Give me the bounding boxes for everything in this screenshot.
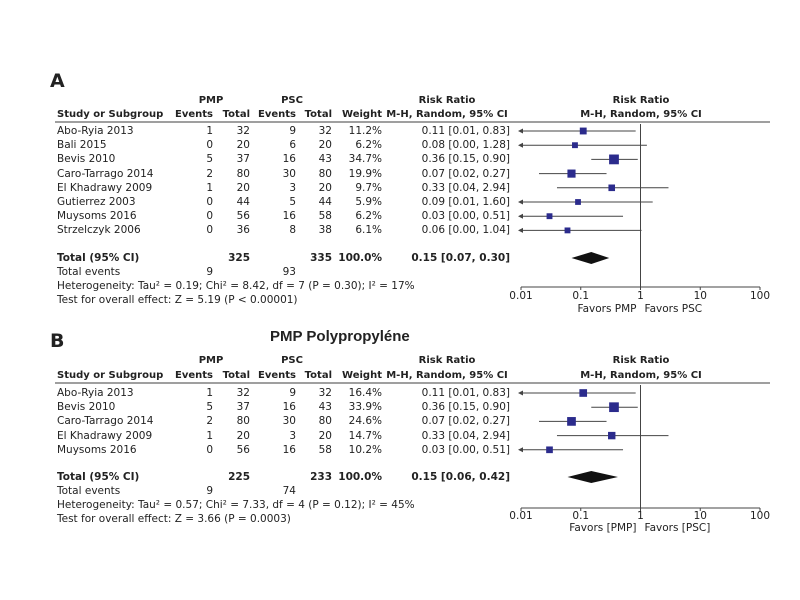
- total2-value: 20: [318, 139, 332, 152]
- ci-value: 0.11 [0.01, 0.83]: [421, 387, 510, 399]
- total1-value: 20: [236, 429, 250, 442]
- events2-value: 3: [289, 429, 296, 442]
- events1-value: 1: [206, 125, 213, 137]
- panel-letter: B: [50, 330, 65, 352]
- total1-value: 32: [236, 125, 250, 137]
- ci-value: 0.03 [0.00, 0.51]: [421, 210, 510, 223]
- pooled-effect-diamond: [571, 252, 609, 264]
- ci-value: 0.08 [0.00, 1.28]: [421, 139, 510, 152]
- study-effect-square: [565, 227, 571, 233]
- study-column-header: Study or Subgroup: [57, 370, 164, 381]
- group1-header: PMP: [198, 95, 224, 106]
- risk-ratio-title: Risk Ratio: [418, 355, 476, 366]
- group2-header: PSC: [281, 95, 303, 106]
- total2-header: Total: [304, 370, 332, 381]
- x-tick-label: 0.01: [509, 290, 533, 302]
- ci-value: 0.03 [0.00, 0.51]: [421, 443, 510, 456]
- study-effect-square: [567, 417, 576, 426]
- total2-value: 44: [318, 196, 332, 208]
- events1-value: 1: [206, 429, 213, 442]
- total-events1: 9: [206, 266, 213, 278]
- events1-value: 0: [206, 224, 213, 237]
- plot-risk-ratio-subtitle: M-H, Random, 95% CI: [580, 370, 702, 381]
- events1-value: 2: [206, 167, 213, 180]
- ci-value: 0.07 [0.02, 0.27]: [421, 167, 510, 180]
- total2-header: Total: [304, 109, 332, 120]
- study-name: Abo-Ryia 2013: [57, 125, 134, 137]
- risk-ratio-title: Risk Ratio: [418, 95, 476, 106]
- study-effect-square: [572, 142, 578, 148]
- group2-header: PSC: [281, 355, 303, 366]
- total-label: Total (95% CI): [57, 471, 140, 483]
- study-name: Caro-Tarrago 2014: [57, 415, 154, 428]
- total1-value: 36: [236, 224, 250, 237]
- favors-right-label: Favors [PSC]: [644, 522, 711, 534]
- events1-value: 0: [206, 210, 213, 223]
- ci-value: 0.09 [0.01, 1.60]: [421, 196, 510, 208]
- study-name: Bevis 2010: [57, 153, 116, 166]
- study-effect-square: [609, 402, 619, 412]
- weight-value: 24.6%: [348, 415, 382, 428]
- events2-value: 5: [289, 196, 296, 208]
- study-effect-square: [547, 213, 553, 219]
- ci-arrow: [518, 228, 523, 233]
- favors-left-label: Favors [PMP]: [569, 522, 637, 534]
- total-events2: 93: [282, 266, 296, 278]
- total1-header: Total: [222, 109, 250, 120]
- ci-value: 0.36 [0.15, 0.90]: [421, 401, 510, 414]
- total1-value: 80: [236, 415, 250, 428]
- weight-value: 19.9%: [348, 167, 382, 180]
- events1-header: Events: [175, 370, 213, 381]
- total2-value: 20: [318, 429, 332, 442]
- weight-value: 9.7%: [355, 181, 382, 194]
- weight-value: 6.2%: [355, 139, 382, 152]
- risk-ratio-subtitle: M-H, Random, 95% CI: [386, 370, 508, 381]
- events1-value: 1: [206, 387, 213, 399]
- events1-value: 2: [206, 415, 213, 428]
- study-column-header: Study or Subgroup: [57, 109, 164, 120]
- weight-value: 16.4%: [348, 387, 382, 399]
- favors-left-label: Favors PMP: [577, 303, 637, 315]
- weight-value: 6.2%: [355, 210, 382, 223]
- study-name: Muysoms 2016: [57, 443, 137, 456]
- ci-arrow: [518, 447, 523, 452]
- pooled-effect-diamond: [567, 471, 617, 483]
- total2-value: 80: [318, 415, 332, 428]
- events1-value: 0: [206, 139, 213, 152]
- ci-value: 0.36 [0.15, 0.90]: [421, 153, 510, 166]
- study-name: Abo-Ryia 2013: [57, 387, 134, 399]
- events2-value: 3: [289, 181, 296, 194]
- weight-value: 33.9%: [348, 401, 382, 414]
- heterogeneity-text: Heterogeneity: Tau² = 0.19; Chi² = 8.42, df = 7 (P = 0.30); I² = 17%: [57, 280, 415, 292]
- total1-sum: 225: [228, 471, 250, 483]
- weight-value: 11.2%: [348, 125, 382, 137]
- overall-effect-text: Test for overall effect: Z = 5.19 (P < 0.00001): [57, 294, 298, 306]
- events1-value: 1: [206, 181, 213, 194]
- events2-value: 16: [282, 443, 296, 456]
- ci-value: 0.07 [0.02, 0.27]: [421, 415, 510, 428]
- study-name: Bali 2015: [57, 139, 107, 152]
- total2-value: 43: [318, 401, 332, 414]
- study-effect-square: [608, 185, 615, 192]
- total-label: Total (95% CI): [57, 252, 140, 264]
- ci-arrow: [518, 129, 523, 134]
- x-tick-label: 10: [693, 510, 707, 522]
- overall-effect-text: Test for overall effect: Z = 3.66 (P = 0.0003): [57, 513, 291, 525]
- study-name: Caro-Tarrago 2014: [57, 167, 154, 180]
- total-ci: 0.15 [0.06, 0.42]: [411, 471, 510, 483]
- risk-ratio-subtitle: M-H, Random, 95% CI: [386, 109, 508, 120]
- total1-value: 20: [236, 181, 250, 194]
- ci-value: 0.33 [0.04, 2.94]: [421, 429, 510, 442]
- events2-value: 30: [282, 167, 296, 180]
- total1-value: 44: [236, 196, 250, 208]
- events1-header: Events: [175, 109, 213, 120]
- total-weight: 100.0%: [338, 471, 382, 483]
- events2-value: 9: [289, 125, 296, 137]
- x-tick-label: 100: [749, 510, 771, 522]
- x-tick-label: 100: [749, 290, 771, 302]
- panel-letter: A: [50, 70, 65, 92]
- x-tick-label: 0.01: [509, 510, 533, 522]
- study-effect-square: [580, 128, 587, 135]
- total-events-label: Total events: [57, 485, 121, 497]
- x-tick-label: 10: [693, 290, 707, 302]
- total1-sum: 325: [228, 252, 250, 264]
- ci-value: 0.33 [0.04, 2.94]: [421, 181, 510, 194]
- events2-value: 30: [282, 415, 296, 428]
- total-events1: 9: [206, 485, 213, 497]
- total2-value: 32: [318, 387, 332, 399]
- total2-value: 58: [318, 210, 332, 223]
- weight-value: 5.9%: [355, 196, 382, 208]
- weight-value: 14.7%: [348, 429, 382, 442]
- events1-value: 5: [206, 153, 213, 166]
- study-name: El Khadrawy 2009: [57, 429, 153, 442]
- heterogeneity-text: Heterogeneity: Tau² = 0.57; Chi² = 7.33, df = 4 (P = 0.12); I² = 45%: [57, 499, 415, 511]
- study-name: Bevis 2010: [57, 401, 116, 414]
- total2-sum: 335: [310, 252, 332, 264]
- group1-header: PMP: [198, 355, 224, 366]
- x-tick-label: 1: [637, 290, 644, 302]
- study-name: Gutierrez 2003: [57, 196, 136, 208]
- events1-value: 0: [206, 443, 213, 456]
- x-tick-label: 0.1: [572, 510, 590, 522]
- plot-risk-ratio-title: Risk Ratio: [612, 95, 670, 106]
- plot-risk-ratio-subtitle: M-H, Random, 95% CI: [580, 109, 702, 120]
- study-effect-square: [579, 389, 587, 397]
- total1-value: 56: [236, 443, 250, 456]
- x-tick-label: 1: [637, 510, 644, 522]
- weight-header: Weight: [342, 109, 382, 120]
- total-events2: 74: [282, 485, 296, 497]
- total2-value: 32: [318, 125, 332, 137]
- total2-sum: 233: [310, 471, 332, 483]
- ci-value: 0.11 [0.01, 0.83]: [421, 125, 510, 137]
- ci-value: 0.06 [0.00, 1.04]: [421, 224, 510, 237]
- study-effect-square: [608, 432, 615, 439]
- total1-value: 32: [236, 387, 250, 399]
- total1-value: 37: [236, 153, 250, 166]
- total1-header: Total: [222, 370, 250, 381]
- events2-value: 9: [289, 387, 296, 399]
- total1-value: 37: [236, 401, 250, 414]
- weight-header: Weight: [342, 370, 382, 381]
- total1-value: 56: [236, 210, 250, 223]
- favors-right-label: Favors PSC: [644, 303, 703, 315]
- study-name: Muysoms 2016: [57, 210, 137, 223]
- total1-value: 80: [236, 167, 250, 180]
- events1-value: 0: [206, 196, 213, 208]
- events2-header: Events: [258, 109, 296, 120]
- weight-value: 34.7%: [348, 153, 382, 166]
- ci-arrow: [518, 143, 523, 148]
- events2-header: Events: [258, 370, 296, 381]
- panel-subtitle: PMP Polypropyléne: [270, 328, 410, 345]
- total2-value: 20: [318, 181, 332, 194]
- weight-value: 10.2%: [348, 443, 382, 456]
- events2-value: 6: [289, 139, 296, 152]
- events1-value: 5: [206, 401, 213, 414]
- study-name: Strzelczyk 2006: [57, 224, 141, 237]
- x-tick-label: 0.1: [572, 290, 590, 302]
- plot-risk-ratio-title: Risk Ratio: [612, 355, 670, 366]
- ci-arrow: [518, 214, 523, 219]
- events2-value: 8: [289, 224, 296, 237]
- events2-value: 16: [282, 401, 296, 414]
- events2-value: 16: [282, 153, 296, 166]
- study-effect-square: [575, 199, 581, 205]
- total-weight: 100.0%: [338, 252, 382, 264]
- total-events-label: Total events: [57, 266, 121, 278]
- study-effect-square: [567, 170, 575, 178]
- total2-value: 43: [318, 153, 332, 166]
- ci-arrow: [518, 391, 523, 396]
- total2-value: 58: [318, 443, 332, 456]
- study-effect-square: [609, 155, 619, 165]
- total1-value: 20: [236, 139, 250, 152]
- ci-arrow: [518, 200, 523, 205]
- events2-value: 16: [282, 210, 296, 223]
- weight-value: 6.1%: [355, 224, 382, 237]
- total2-value: 38: [318, 224, 332, 237]
- total-ci: 0.15 [0.07, 0.30]: [411, 252, 510, 264]
- total2-value: 80: [318, 167, 332, 180]
- study-effect-square: [546, 446, 553, 453]
- study-name: El Khadrawy 2009: [57, 181, 153, 194]
